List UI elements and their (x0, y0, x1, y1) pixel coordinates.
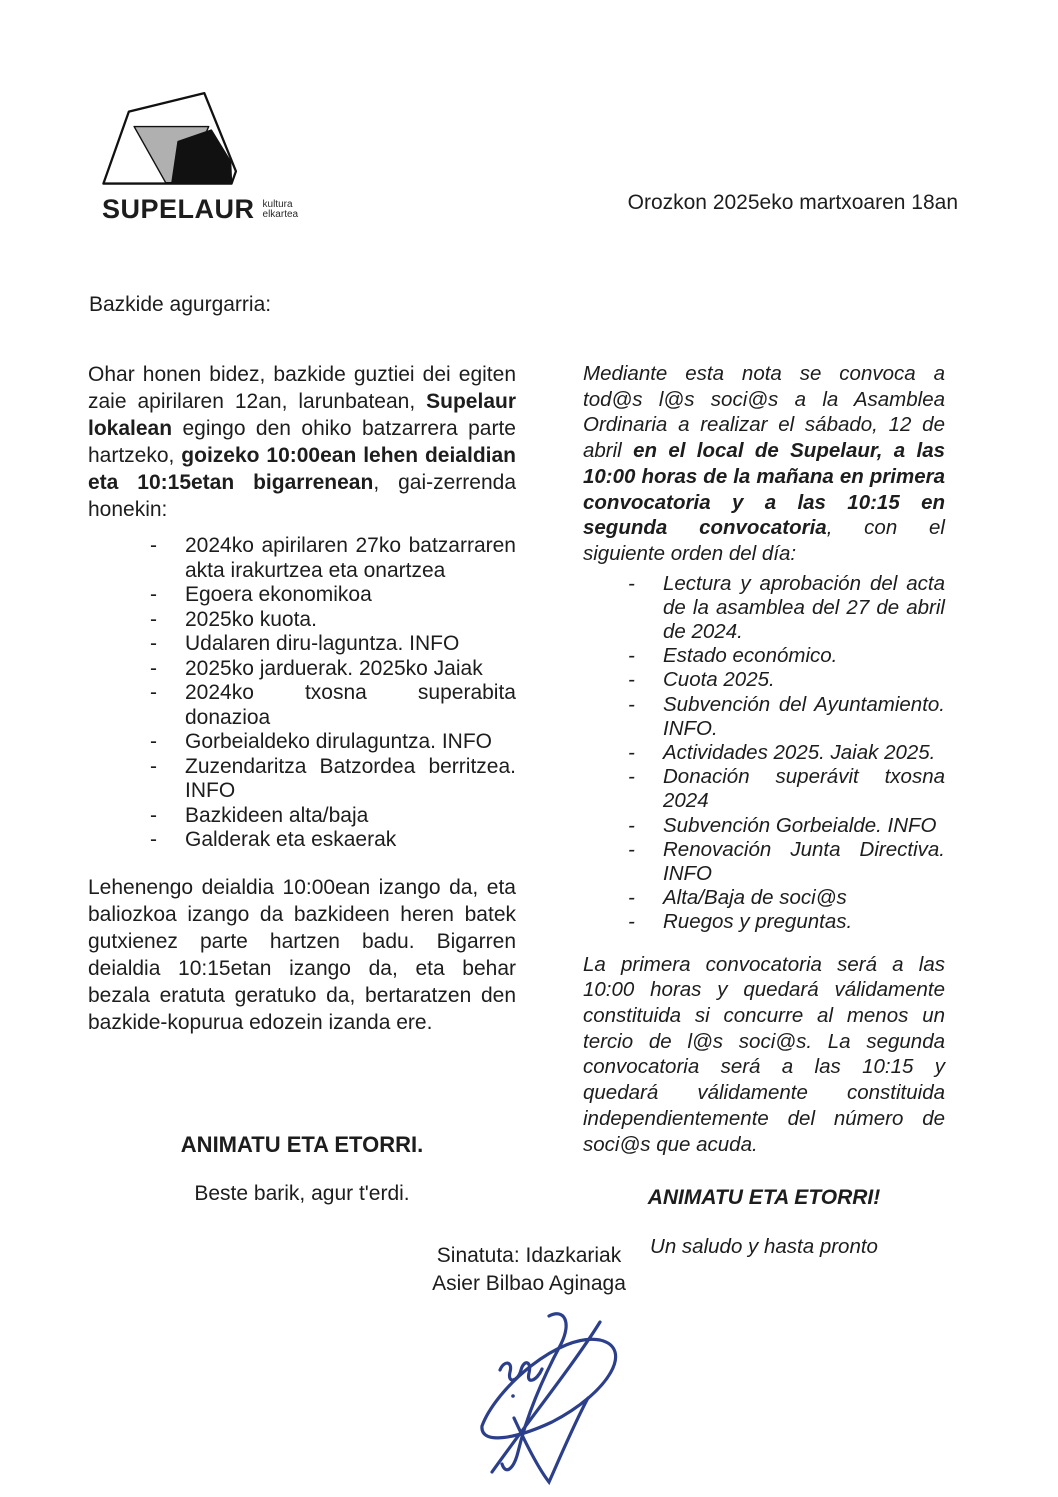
agenda-list-spanish (583, 572, 945, 935)
agenda-item (88, 608, 516, 633)
bullet-dash: - (150, 754, 157, 778)
agenda-item-text: Donación superávit txosna 2024 (663, 765, 945, 813)
bullet-dash: - (150, 534, 157, 557)
signoff-role: Sinatuta: Idazkariak (436, 1244, 622, 1267)
bullet-dash: - (628, 741, 635, 765)
agenda-item (88, 681, 516, 730)
agenda-item-text: Lectura y aprobación del acta de la asamblea del 27 de abril de 2024. (663, 571, 945, 644)
agenda-item-text: Cuota 2025. (663, 668, 775, 692)
spanish-quorum-paragraph: La primera convocatoria será a las 10:00 horas y quedará válidamente constituida si concurre al menos un tercio de l@s soci@s. La segunda convocatoria será a las 10:15 y quedará válidamente constituida independientemente del número de soci@s que acuda. (583, 952, 945, 1156)
spanish-closing-headline: ANIMATU ETA ETORRI! (647, 1186, 881, 1210)
bullet-dash: - (150, 607, 157, 631)
agenda-item (583, 886, 945, 910)
agenda-item-text: 2025ko jarduerak. 2025ko Jaiak (185, 656, 483, 680)
spanish-farewell: Un saludo y hasta pronto (650, 1235, 878, 1259)
basque-quorum-paragraph: Lehenengo deialdia 10:00ean izango da, eta baliozkoa izango da bazkideen heren batek gutxienez parte hartzen badu. Bigarren deialdia 10:15etan izango da, eta behar bezala eratuta geratuko da, bertaratzen den bazkide-kopurua edozein izanda ere. (88, 875, 516, 1034)
agenda-item (88, 657, 516, 682)
body-columns (88, 361, 958, 1259)
agenda-item-text: Actividades 2025. Jaiak 2025. (663, 741, 936, 765)
agenda-item (583, 765, 945, 813)
agenda-item (88, 583, 516, 608)
logo-subtitle-line1: kultura (262, 199, 293, 210)
bullet-dash: - (628, 886, 635, 910)
basque-closing-headline: ANIMATU ETA ETORRI. (180, 1131, 424, 1157)
agenda-item (583, 668, 945, 692)
agenda-item (88, 632, 516, 657)
bullet-dash: - (150, 803, 157, 827)
agenda-item-text: Egoera ekonomikoa (185, 583, 372, 606)
bullet-dash: - (628, 571, 635, 595)
agenda-item (88, 730, 516, 755)
agenda-item-text: 2025ko kuota. (185, 607, 317, 631)
bullet-dash: - (628, 692, 635, 716)
agenda-item (88, 755, 516, 804)
bullet-dash: - (150, 730, 157, 753)
agenda-item (583, 741, 945, 765)
agenda-item (88, 804, 516, 829)
dateline: Orozkon 2025eko martxoaren 18an (627, 191, 958, 214)
agenda-item-text: Gorbeialdeko dirulaguntza. INFO (185, 730, 492, 753)
agenda-item (583, 693, 945, 741)
spanish-intro-text-1: Mediante esta nota se convoca a tod@s l@s soci@s a la Asamblea Ordinaria a realizar el sábado, 12 de abril (583, 362, 945, 463)
agenda-item-text: Galderak eta eskaerak (185, 828, 397, 851)
column-spanish (583, 361, 945, 1259)
bullet-dash: - (628, 668, 635, 692)
agenda-list-basque (88, 534, 516, 853)
agenda-item (583, 814, 945, 838)
logo-wordmark: SUPELAUR (102, 194, 255, 224)
agenda-item-text: Ruegos y preguntas. (663, 910, 853, 934)
agenda-item-text: Renovación Junta Directiva. INFO (663, 837, 945, 886)
bullet-dash: - (628, 813, 635, 837)
agenda-item-text: Alta/Baja de soci@s (663, 886, 847, 910)
agenda-item-text: 2024ko apirilaren 27ko batzarraren akta irakurtzea eta onartzea (185, 534, 516, 582)
basque-intro-paragraph (88, 361, 516, 523)
handwritten-signature (452, 1306, 652, 1494)
agenda-item-text: Bazkideen alta/baja (185, 803, 369, 827)
basque-intro-bold-1: Supelaur lokalean (88, 390, 516, 440)
agenda-item-text: Estado económico. (663, 644, 838, 668)
agenda-item (583, 572, 945, 645)
bullet-dash: - (628, 644, 635, 668)
agenda-item-text: Subvención del Ayuntamiento. INFO. (663, 692, 945, 740)
agenda-item-text: Subvención Gorbeialde. INFO (663, 813, 937, 837)
logo-subtitle-line2: elkartea (262, 208, 299, 220)
basque-intro-text-3: , gai-zerrenda honekin: (88, 471, 516, 521)
basque-intro-text-1: Ohar honen bidez, bazkide guztiei dei egiten zaie apirilaren 12an, larunbatean, (88, 363, 516, 413)
signoff-block (0, 1242, 1058, 1297)
agenda-item (88, 828, 516, 853)
basque-intro-text-2: egingo den ohiko batzarrera parte hartzeko, (88, 417, 516, 467)
logo-subtitle (263, 200, 299, 220)
agenda-item (583, 838, 945, 886)
salutation: Bazkide agurgarria: (89, 293, 272, 316)
agenda-item (88, 534, 516, 583)
agenda-item-text: 2024ko txosna superabita donazioa (185, 681, 516, 729)
bullet-dash: - (628, 837, 635, 861)
bullet-dash: - (150, 583, 157, 606)
bullet-dash: - (150, 632, 157, 655)
spanish-intro-paragraph (583, 361, 945, 567)
basque-farewell: Beste barik, agur t'erdi. (194, 1181, 410, 1205)
agenda-item (583, 910, 945, 934)
bullet-dash: - (150, 828, 157, 851)
agenda-item (583, 644, 945, 668)
bullet-dash: - (150, 681, 157, 704)
bullet-dash: - (628, 910, 635, 934)
agenda-item-text: Zuzendaritza Batzordea berritzea. INFO (185, 754, 516, 802)
bullet-dash: - (628, 765, 635, 789)
supelaur-logo (99, 85, 299, 224)
agenda-item-text: Udalaren diru-laguntza. INFO (185, 632, 460, 655)
bullet-dash: - (150, 656, 157, 680)
signoff-name: Asier Bilbao Aginaga (432, 1271, 626, 1295)
supelaur-logo-graphic (99, 85, 257, 197)
spanish-intro-text-2: , con el siguiente orden del día: (583, 516, 945, 565)
spanish-intro-bold-1: en el local de Supelaur, a las 10:00 horas de la mañana en primera convocatoria y a las 10:15 en segunda convocatoria (583, 439, 946, 540)
column-basque (88, 361, 516, 1259)
basque-intro-bold-2: goizeko 10:00ean lehen deialdian eta 10:15etan bigarrenean (88, 444, 516, 494)
